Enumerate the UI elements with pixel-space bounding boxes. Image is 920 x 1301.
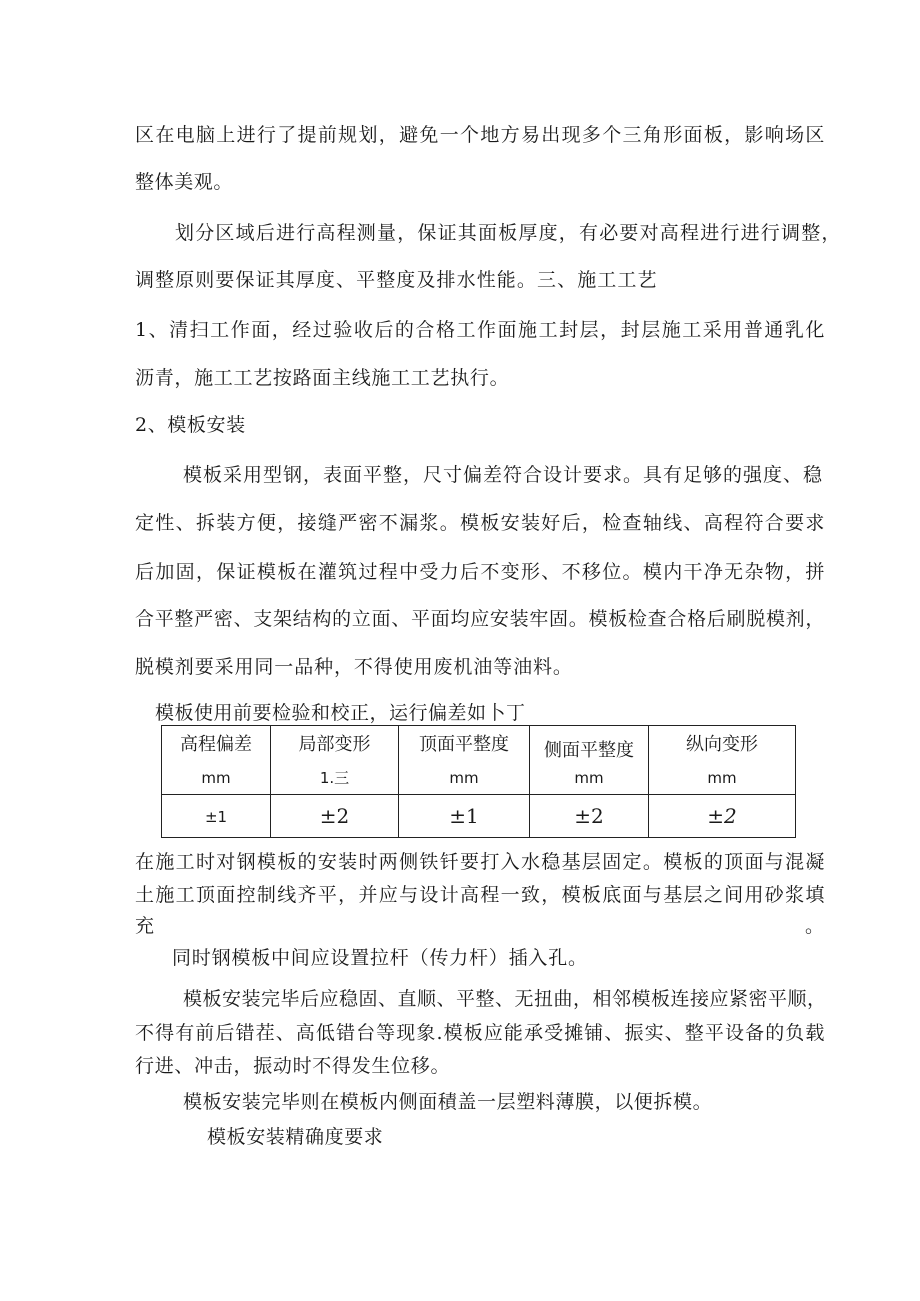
paragraph-6-end-mark: 。 bbox=[805, 915, 825, 937]
paragraph-5-line-3: 后加固，保证模板在灌筑过程中受力后不变形、不移位。模内干净无杂物，拼 bbox=[135, 561, 825, 583]
table-value-row bbox=[162, 795, 796, 838]
paragraph-6-line-3: 充 bbox=[135, 915, 155, 937]
paragraph-6-line-1: 在施工时对钢模板的安装时两侧铁钎要打入水稳基层固定。模板的顶面与混凝 bbox=[135, 851, 825, 873]
paragraph-5-line-5: 脱模剂要采用同一品种，不得使用废机油等油料。 bbox=[135, 656, 573, 678]
header-unit: mm bbox=[449, 769, 479, 787]
value-cell bbox=[649, 795, 796, 838]
paragraph-3-line-1: 1、清扫工作面，经过验收后的合格工作面施工封层，封层施工采用普通乳化 bbox=[135, 319, 825, 341]
value-cell bbox=[399, 795, 530, 838]
header-label: 纵向变形 bbox=[686, 734, 758, 755]
table-header-row bbox=[162, 726, 796, 795]
header-cell-elevation bbox=[162, 726, 271, 795]
paragraph-8-line-1: 模板安装完毕后应稳固、直顺、平整、无扭曲，相邻模板连接应紧密平顺， bbox=[183, 988, 827, 1010]
paragraph-2-line-2: 调整原则要保证其厚度、平整度及排水性能。三、施工工艺 bbox=[135, 269, 658, 291]
table-caption: 模板使用前要检验和校正，运行偏差如卜丁 bbox=[155, 702, 526, 724]
paragraph-5-line-1: 模板采用型钢，表面平整，尺寸偏差符合设计要求。具有足够的强度、稳 bbox=[183, 464, 824, 486]
header-unit: mm bbox=[574, 769, 604, 787]
tolerance-table bbox=[161, 725, 796, 838]
value-text: ±2 bbox=[707, 804, 737, 828]
header-label: 局部变形 bbox=[298, 734, 371, 755]
paragraph-8-line-3: 行进、冲击，振动时不得发生位移。 bbox=[135, 1055, 451, 1077]
paragraph-5-line-4: 合平整严密、支架结构的立面、平面均应安装牢固。模板检查合格后刷脱模剂， bbox=[135, 608, 825, 630]
header-label: 顶面平整度 bbox=[419, 734, 509, 755]
header-unit: mm bbox=[707, 769, 737, 787]
value-cell bbox=[530, 795, 649, 838]
header-cell-top-flatness bbox=[399, 726, 530, 795]
value-text: ±2 bbox=[319, 804, 350, 828]
header-cell-local-deformation bbox=[271, 726, 399, 795]
header-label: 高程偏差 bbox=[180, 734, 252, 755]
paragraph-5-line-2: 定性、拆装方便，接缝严密不漏浆。模板安装好后，检查轴线、高程符合要求 bbox=[135, 512, 825, 534]
value-cell bbox=[162, 795, 271, 838]
header-unit: 1.三 bbox=[319, 769, 350, 787]
value-text: ±1 bbox=[449, 804, 479, 828]
paragraph-8-line-2: 不得有前后错茬、高低错台等现象.模板应能承受摊铺、振实、整平设备的负载 bbox=[135, 1022, 825, 1044]
header-cell-longitudinal-deformation bbox=[649, 726, 796, 795]
paragraph-9: 模板安装完毕则在模板内侧面積盖一层塑料薄膜，以便拆模。 bbox=[183, 1091, 713, 1113]
header-cell-side-flatness bbox=[530, 726, 649, 795]
section-heading-formwork: 2、模板安装 bbox=[135, 414, 246, 436]
header-unit: mm bbox=[201, 769, 231, 787]
paragraph-10: 模板安装精确度要求 bbox=[207, 1126, 384, 1148]
paragraph-2-line-1: 划分区域后进行高程测量，保证其面板厚度，有必要对高程进行进行调整， bbox=[175, 222, 842, 244]
paragraph-1-line-1: 区在电脑上进行了提前规划，避免一个地方易出现多个三角形面板，影响场区 bbox=[135, 124, 825, 146]
value-text: ±1 bbox=[204, 808, 228, 826]
header-label: 侧面平整度 bbox=[544, 740, 634, 761]
paragraph-1-line-2: 整体美观。 bbox=[135, 171, 234, 193]
paragraph-7: 同时钢模板中间应设置拉杆（传力杆）插入孔。 bbox=[172, 947, 588, 969]
paragraph-3-line-2: 沥青，施工工艺按路面主线施工工艺执行。 bbox=[135, 367, 510, 389]
value-cell bbox=[271, 795, 399, 838]
value-text: ±2 bbox=[574, 804, 604, 828]
paragraph-6-line-2: 土施工顶面控制线齐平，并应与设计高程一致，模板底面与基层之间用砂浆填 bbox=[135, 884, 825, 906]
